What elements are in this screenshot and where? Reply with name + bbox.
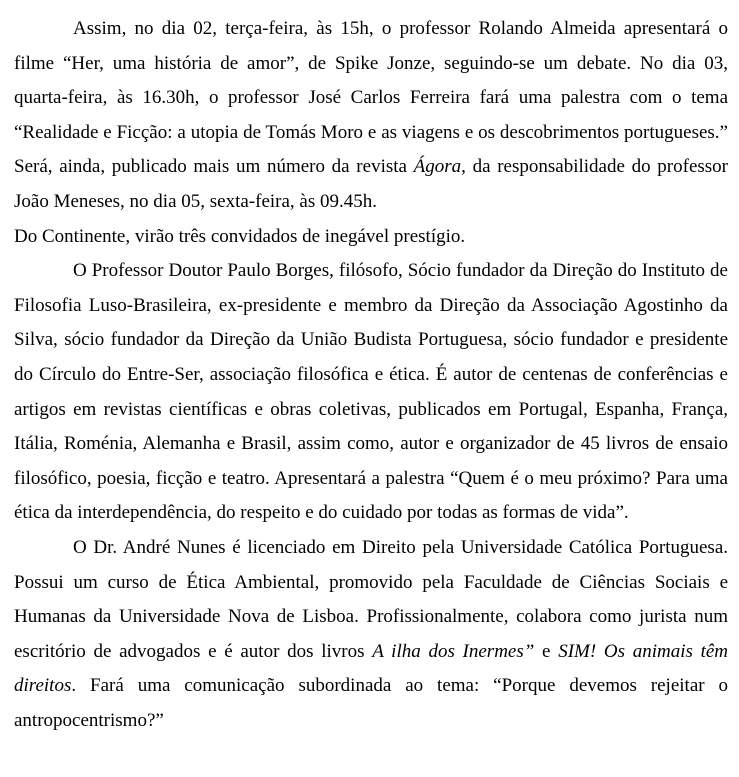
paragraph-text: O Professor Doutor Paulo Borges, filósofo, Sócio fundador da Direção do Instituto de Filosofia Luso-Brasileira, ex-presidente e membro da Direção da Associação Agostinho da Silva, sócio fundador da Direção da União Budista Portuguesa, sócio fundador e presidente do Círculo do Entre-Ser, associação filosófica e ética. É autor de centenas de conferências e artigos em revistas científicas e obras coletivas, publicados em Portugal, Espanha, França, Itália, Roménia, Alemanha e Brasil, assim como, autor e organizador de 45 livros de ensaio filosófico, poesia, ficção e teatro. Apresentará a palestra “Quem é o meu próximo? Para uma ética da interdependência, do respeito e do cuidado por todas as formas de vida”. [14,260,728,524]
book-title: SIM! Os animais têm direitos [14,640,729,697]
paragraph-text: Do Continente, virão três convidados de inegável prestígio. [14,225,466,247]
paragraph-text: Assim, no dia 02, terça-feira, às 15h, o professor Rolando Almeida apresentará o filme “Her, uma história de amor”, de Spike Jonze, seguindo-se um debate. No dia 03, quarta-feira, às 16.30h, o professor José Carlos Ferreira fará uma palestra com o tema “Realidade e Ficção: a utopia de Tomás Moro e as viagens e os descobrimentos portugueses.” Será, ainda, publicado mais um número da revista [14,18,728,178]
paragraph-guests-intro [14,220,728,255]
book-title: A ilha dos Inermes” [372,640,535,662]
paragraph-text: O Dr. André Nunes é licenciado em Direito pela Universidade Católica Portuguesa. Possui um curso de Ética Ambiental, promovido pela Faculdade de Ciências Sociais e Humanas da Universidade Nova de Lisboa. Profissionalmente, colabora como jurista num escritório de advogados e é autor dos livros [14,536,728,662]
paragraph-paulo-borges [14,254,728,531]
paragraph-text: . Fará uma comunicação subordinada ao tema: “Porque devemos rejeitar o antropocentrismo?” [14,675,728,731]
paragraph-sessions-schedule [14,12,728,220]
paragraph-text: , da responsabilidade do professor João Meneses, no dia 05, sexta-feira, às 09.45h. [14,156,728,212]
paragraph-andre-nunes [14,531,728,739]
magazine-title: Ágora [413,156,462,178]
paragraph-text: e [534,640,559,662]
